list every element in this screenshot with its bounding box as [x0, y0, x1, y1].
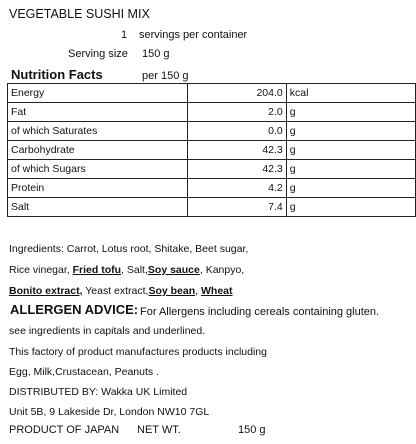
table-row — [8, 160, 416, 179]
ingredient-text: Yeast extract, — [82, 285, 149, 297]
allergen-advice-heading: ALLERGEN ADVICE: — [10, 302, 139, 317]
ingredients-line — [9, 285, 233, 297]
nutrient-value: 42.3 — [188, 141, 286, 160]
ingredients-line — [9, 264, 244, 276]
allergen-ingredient: Bonito extract, — [9, 285, 83, 297]
distributor-line: DISTRIBUTED BY: Wakka UK Limited — [9, 386, 188, 398]
nutrient-value: 4.2 — [188, 179, 286, 198]
ingredient-text: , Kanpyo, — [199, 264, 245, 276]
allergen-ingredient: Soy sauce — [147, 264, 200, 276]
nutrient-value: 7.4 — [188, 198, 286, 217]
table-row — [8, 179, 416, 198]
product-title: VEGETABLE SUSHI MIX — [9, 7, 150, 21]
nutrition-table — [7, 83, 416, 217]
nutrient-unit: g — [286, 141, 415, 160]
per-serving-label: per 150 g — [142, 70, 189, 82]
ingredient-text: Rice vinegar, — [9, 264, 73, 276]
nutrient-unit: g — [286, 179, 415, 198]
table-row — [8, 198, 416, 217]
nutrient-name: Protein — [8, 179, 188, 198]
ingredients-line: Ingredients: Carrot, Lotus root, Shitake, Beet sugar, — [9, 243, 249, 255]
address-line: Unit 5B, 9 Lakeside Dr, London NW10 7GL — [9, 406, 210, 418]
allergen-ingredient: Soy bean — [148, 285, 196, 297]
servings-count: 1 — [121, 29, 128, 41]
servings-per-container-label: servings per container — [139, 29, 248, 41]
ingredient-text: , Salt, — [121, 264, 148, 276]
nutrient-unit: g — [286, 103, 415, 122]
allergen-advice-note: see ingredients in capitals and underlined. — [9, 325, 206, 337]
factory-statement: This factory of product manufactures products including — [9, 346, 267, 358]
nutrient-unit: g — [286, 122, 415, 141]
nutrient-unit: kcal — [286, 84, 415, 103]
net-weight-label: NET WT. — [137, 424, 181, 436]
nutrient-name: of which Saturates — [8, 122, 188, 141]
serving-size-label: Serving size — [68, 48, 128, 60]
nutrient-name: Salt — [8, 198, 188, 217]
table-row — [8, 103, 416, 122]
nutrient-value: 0.0 — [188, 122, 286, 141]
nutrient-name: Carbohydrate — [8, 141, 188, 160]
nutrient-value: 42.3 — [188, 160, 286, 179]
allergen-ingredient: Wheat — [201, 285, 233, 297]
nutrient-value: 2.0 — [188, 103, 286, 122]
nutrient-value: 204.0 — [188, 84, 286, 103]
factory-allergens: Egg, Milk,Crustacean, Peanuts . — [9, 366, 159, 378]
country-of-origin: PRODUCT OF JAPAN — [9, 424, 120, 436]
nutrient-name: Fat — [8, 103, 188, 122]
nutrient-name: of which Sugars — [8, 160, 188, 179]
allergen-advice-text: For Allergens including cereals containing gluten. — [140, 306, 380, 318]
nutrient-unit: g — [286, 160, 415, 179]
nutrient-name: Energy — [8, 84, 188, 103]
ingredient-text: , — [195, 285, 202, 297]
net-weight-value: 150 g — [238, 424, 266, 436]
table-row — [8, 84, 416, 103]
table-row — [8, 141, 416, 160]
serving-size-value: 150 g — [142, 48, 170, 60]
allergen-ingredient: Fried tofu — [72, 264, 122, 276]
nutrient-unit: g — [286, 198, 415, 217]
nutrition-facts-heading: Nutrition Facts — [11, 67, 103, 82]
table-row — [8, 122, 416, 141]
